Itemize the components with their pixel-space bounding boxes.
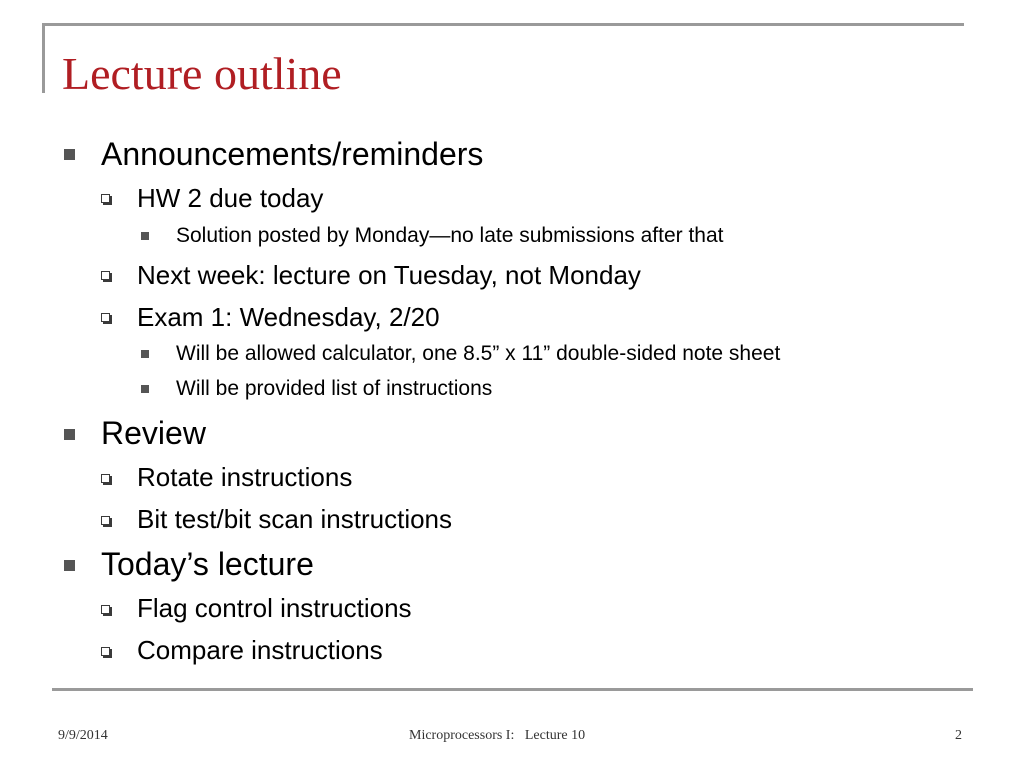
outline-subitem-text: Rotate instructions: [137, 462, 353, 492]
outline-subsubitem-text: Solution posted by Monday—no late submissions after that: [176, 224, 724, 247]
small-square-bullet-icon: [141, 232, 149, 240]
hollow-square-bullet-icon: [101, 271, 110, 280]
outline-subitem-text: Exam 1: Wednesday, 2/20: [137, 302, 440, 332]
square-bullet-icon: [64, 429, 75, 440]
outline-subitem-text: HW 2 due today: [137, 183, 324, 213]
outline-item-text: Announcements/reminders: [101, 136, 484, 172]
outline-item-text: Today’s lecture: [101, 546, 314, 582]
frame-top-rule: [42, 23, 964, 26]
slide-title: Lecture outline: [62, 48, 342, 99]
footer-rule: [52, 688, 973, 691]
hollow-square-bullet-icon: [101, 605, 110, 614]
footer-date: 9/9/2014: [58, 728, 108, 743]
outline-subsubitem-text: Will be provided list of instructions: [176, 377, 493, 400]
hollow-square-bullet-icon: [101, 194, 110, 203]
square-bullet-icon: [64, 560, 75, 571]
outline-subitem-text: Next week: lecture on Tuesday, not Monday: [137, 260, 641, 290]
hollow-square-bullet-icon: [101, 516, 110, 525]
outline-subitem-text: Bit test/bit scan instructions: [137, 504, 453, 534]
footer-page-number: 2: [955, 728, 962, 743]
small-square-bullet-icon: [141, 385, 149, 393]
outline-subitem-text: Compare instructions: [137, 635, 383, 665]
outline-subsubitem-text: Will be allowed calculator, one 8.5” x 11” double-sided note sheet: [176, 342, 781, 365]
outline-item-text: Review: [101, 415, 206, 451]
small-square-bullet-icon: [141, 350, 149, 358]
frame-left-rule: [42, 23, 45, 93]
hollow-square-bullet-icon: [101, 474, 110, 483]
hollow-square-bullet-icon: [101, 647, 110, 656]
square-bullet-icon: [64, 149, 75, 160]
hollow-square-bullet-icon: [101, 313, 110, 322]
footer-course: Microprocessors I: Lecture 10: [409, 728, 586, 743]
outline-subitem-text: Flag control instructions: [137, 593, 412, 623]
